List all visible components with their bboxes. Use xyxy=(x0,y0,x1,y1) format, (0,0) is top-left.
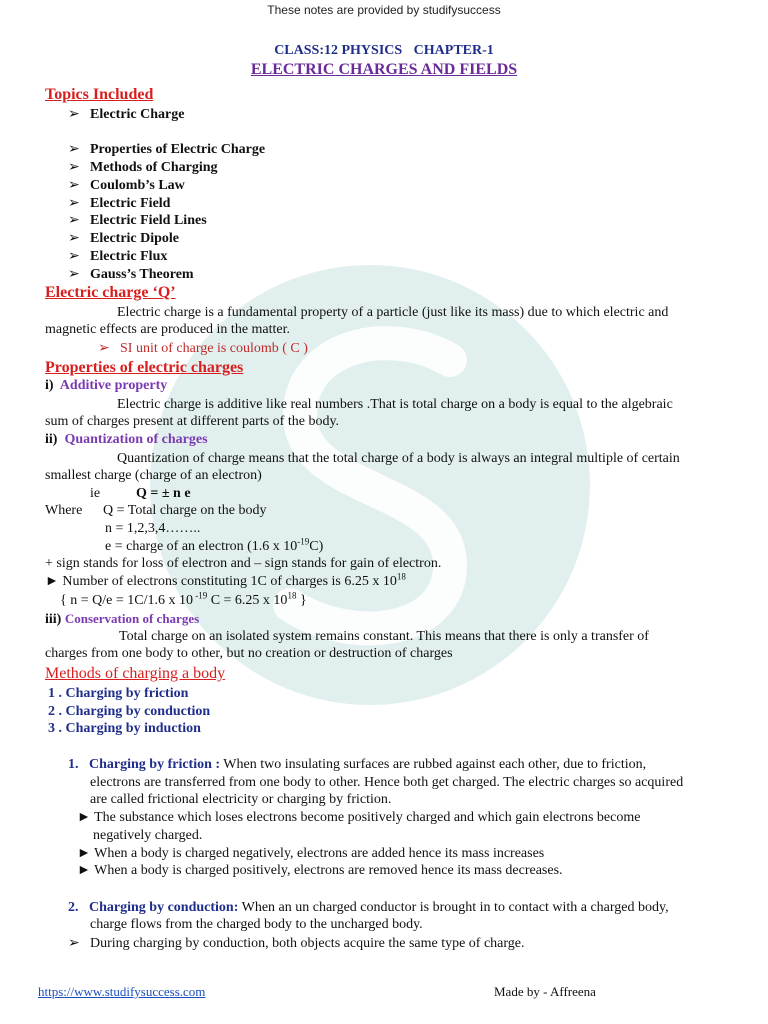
topics-heading: Topics Included xyxy=(45,86,154,103)
topic-item: ➢ Electric Dipole xyxy=(68,231,180,246)
arrow-icon: ➢ xyxy=(68,142,80,157)
arrow-icon: ➢ xyxy=(68,196,80,211)
properties-heading: Properties of electric charges xyxy=(45,359,244,376)
paragraph-line: Electric charge is additive like real numbers .That is total charge on a body is equal to the algebraic xyxy=(117,397,673,412)
paragraph-line: magnetic effects are produced in the matter. xyxy=(45,322,291,337)
where-label: Where xyxy=(45,503,83,518)
bullet-line: ► When a body is charged positively, electrons are removed hence its mass decreases. xyxy=(77,863,563,878)
footer-website-link[interactable]: https://www.studifysuccess.com xyxy=(38,984,206,999)
class-label: CLASS:12 PHYSICS xyxy=(274,43,403,58)
method-item: 2 . Charging by conduction xyxy=(48,704,211,719)
paragraph-line: are called frictional electricity or charging by friction. xyxy=(90,792,392,807)
bullet-line: ► The substance which loses electrons become positively charged and which gain electrons become xyxy=(77,810,641,825)
topic-item: ➢ Coulomb’s Law xyxy=(68,178,185,193)
additive-heading: i) Additive property xyxy=(45,378,168,393)
arrow-icon: ➢ xyxy=(68,107,80,122)
arrow-icon: ➢ xyxy=(68,231,80,246)
topic-item: ➢ Electric Field Lines xyxy=(68,213,207,228)
method-item: 1 . Charging by friction xyxy=(48,686,189,701)
paragraph-line: Quantization of charge means that the total charge of a body is always an integral multiple of certain xyxy=(117,451,680,466)
where-q: Q = Total charge on the body xyxy=(103,503,267,518)
paragraph-line: Total charge on an isolated system remains constant. This means that there is only a transfer of xyxy=(119,629,649,644)
formula: Q = ± n e xyxy=(136,486,191,501)
arrow-icon: ➢ xyxy=(68,213,80,228)
paragraph-line: electrons are transferred from one body to other. Hence both get charged. The electric charges so acquired xyxy=(90,775,684,790)
conservation-heading: iii) Conservation of charges xyxy=(45,611,200,627)
method-item: 3 . Charging by induction xyxy=(48,721,201,736)
electric-charge-heading: Electric charge ‘Q’ xyxy=(45,284,176,301)
arrow-icon: ➢ xyxy=(68,936,80,951)
chapter-label: CHAPTER-1 xyxy=(413,43,494,58)
topic-item: ➢ Properties of Electric Charge xyxy=(68,142,266,157)
topic-item: ➢ Electric Flux xyxy=(68,249,168,264)
ie-label: ie xyxy=(90,486,101,501)
class-line xyxy=(0,43,768,59)
where-n: n = 1,2,3,4…….. xyxy=(105,521,201,536)
topic-item: ➢ Gauss’s Theorem xyxy=(68,267,194,282)
methods-heading: Methods of charging a body xyxy=(45,665,226,682)
calculation-line: { n = Q/e = 1C/1.6 x 10 $^{-19}$ C = 6.25 x $10^{18}$ } xyxy=(60,590,307,608)
arrow-icon: ➢ xyxy=(68,160,80,175)
arrow-icon: ➢ xyxy=(98,341,110,356)
conduction-bullet: ➢ During charging by conduction, both objects acquire the same type of charge. xyxy=(68,936,525,951)
quantization-heading: ii) Quantization of charges xyxy=(45,432,208,447)
si-unit-bullet: ➢ SI unit of charge is coulomb ( C ) xyxy=(98,341,308,356)
paragraph-line: Electric charge is a fundamental property of a particle (just like its mass) due to which electric and xyxy=(117,305,669,320)
friction-line: 1. Charging by friction : When two insulating surfaces are rubbed against each other, due to friction, xyxy=(68,757,647,772)
sign-line: + sign stands for loss of electron and – sign stands for gain of electron. xyxy=(45,556,442,571)
bullet-line: negatively charged. xyxy=(93,828,203,843)
electron-count-line: ► Number of electrons constituting 1C of charges is 6.25 x $10^{18}$ xyxy=(45,571,406,589)
topic-item: ➢ Electric Charge xyxy=(68,107,185,122)
bullet-line: ► When a body is charged negatively, electrons are added hence its mass increases xyxy=(77,846,545,861)
where-e: e = charge of an electron (1.6 x $10^{-19}C$) xyxy=(105,536,324,554)
conduction-line: 2. Charging by conduction: When an un charged conductor is brought in to contact with a charged body, xyxy=(68,900,669,915)
topic-item: ➢ Electric Field xyxy=(68,196,171,211)
paragraph-line: charges from one body to other, but no creation or destruction of charges xyxy=(45,646,453,661)
topic-item: ➢ Methods of Charging xyxy=(68,160,218,175)
header-note: These notes are provided by studifysuccess xyxy=(267,3,501,17)
chapter-title: ELECTRIC CHARGES AND FIELDS xyxy=(250,61,518,78)
arrow-icon: ➢ xyxy=(68,267,80,282)
footer-made-by: Made by - Affreena xyxy=(494,984,596,999)
arrow-icon: ➢ xyxy=(68,249,80,264)
arrow-icon: ➢ xyxy=(68,178,80,193)
paragraph-line: sum of charges present at different parts of the body. xyxy=(45,414,340,429)
paragraph-line: smallest charge (charge of an electron) xyxy=(45,468,262,483)
paragraph-line: charge flows from the charged body to the uncharged body. xyxy=(90,917,423,932)
